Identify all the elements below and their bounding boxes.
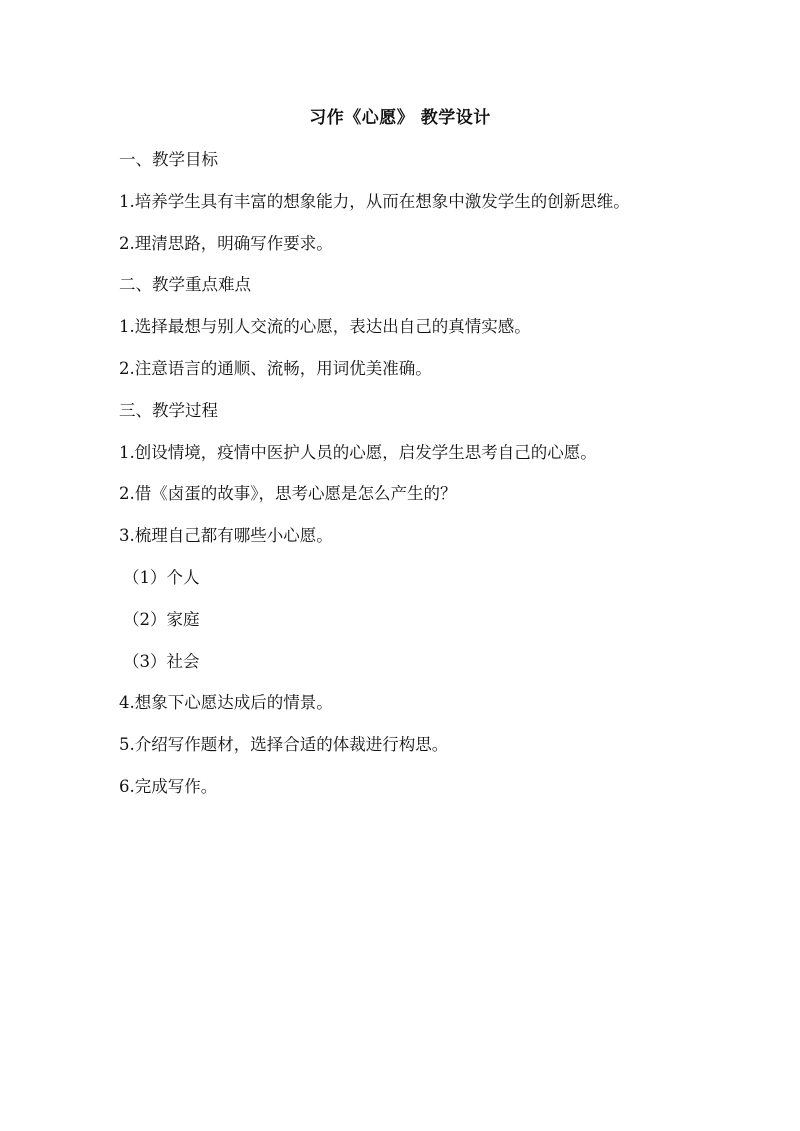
process-item-6: 6.完成写作。 <box>119 776 218 796</box>
process-subitem-2: （2）家庭 <box>123 609 200 629</box>
process-item-5: 5.介绍写作题材，选择合适的体裁进行构思。 <box>119 735 449 755</box>
document-body <box>119 146 719 815</box>
document-title: 习作《心愿》 教学设计 <box>309 108 491 128</box>
process-subitem-1: （1）个人 <box>123 567 200 587</box>
section-heading-process: 三、教学过程 <box>119 400 218 420</box>
section-heading-key-points: 二、教学重点难点 <box>119 275 251 295</box>
process-item-3: 3.梳理自己都有哪些小心愿。 <box>119 526 333 546</box>
objective-item-1: 1.培养学生具有丰富的想象能力，从而在想象中激发学生的创新思维。 <box>119 191 630 211</box>
process-item-1: 1.创设情境，疫情中医护人员的心愿，启发学生思考自己的心愿。 <box>119 442 597 462</box>
process-item-2: 2.借《卤蛋的故事》，思考心愿是怎么产生的？ <box>119 484 457 504</box>
key-point-item-2: 2.注意语言的通顺、流畅，用词优美准确。 <box>119 358 432 378</box>
section-heading-objectives: 一、教学目标 <box>119 150 218 169</box>
objective-item-2: 2.理清思路，明确写作要求。 <box>119 233 333 253</box>
process-item-4: 4.想象下心愿达成后的情景。 <box>119 693 333 713</box>
key-point-item-1: 1.选择最想与别人交流的心愿，表达出自己的真情实感。 <box>119 317 531 337</box>
process-subitem-3: （3）社会 <box>123 651 200 671</box>
